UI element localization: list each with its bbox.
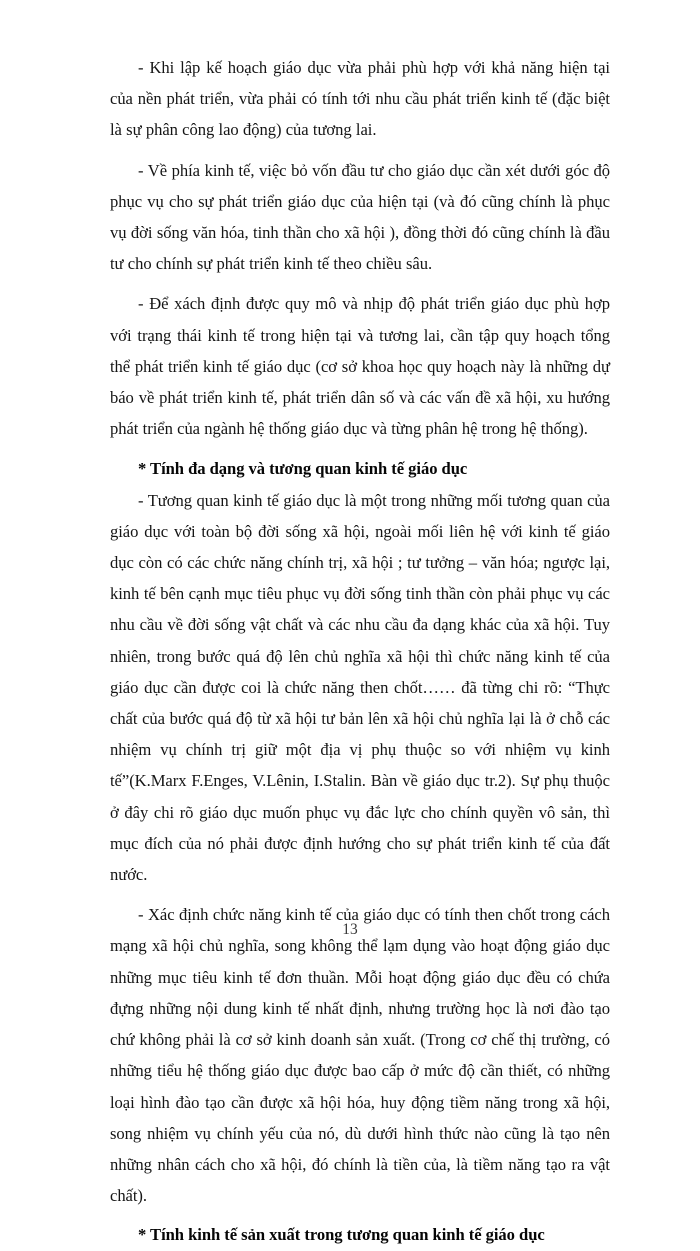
- paragraph-key-economic-function: - Xác định chức năng kinh tế của giáo dục có tính then chốt trong cách mạng xã hội chủ nghĩa, song không thể lạm dụng vào hoạt động giáo dục những mục tiêu kinh tế đơn thuần. Mỗi hoạt động giáo dục đều có chứa đựng những nội dung kinh tế nhất định, nhưng trường học là nơi đào tạo chứ không phải là cơ sở kinh doanh sản xuất. (Trong cơ chế thị trường, có những tiểu hệ thống giáo dục được bao cấp ở mức độ cần thiết, có những loại hình đào tạo cần được xã hội hóa, huy động tiềm năng trong xã hội, song nhiệm vụ chính yếu của nó, dù dưới hình thức nào cũng là tạo nên những nhân cách cho xã hội, đó chính là tiền của, là tiềm năng tạo ra vật chất).: [110, 905, 610, 1206]
- page-body-text: [110, 52, 610, 1251]
- paragraph-scale-and-pace: - Để xách định được quy mô và nhịp độ phát triển giáo dục phù hợp với trạng thái kinh tế trong hiện tại và tương lai, cần tập quy hoạch tổng thể phát triển kinh tế giáo dục (cơ sở khoa học quy hoạch này là những dự báo về phát triển kinh tế, phát triển dân số và các vấn đề xã hội, xu hướng phát triển của ngành hệ thống giáo dục và từng phân hệ trong hệ thống).: [110, 294, 610, 439]
- paragraph-correlation-body: - Tương quan kinh tế giáo dục là một trong những mối tương quan của giáo dục với toàn bộ đời sống xã hội, ngoài mối liên hệ với kinh tế giáo dục còn có các chức năng chính trị, xã hội ; tư tưởng – văn hóa; ngược lại, kinh tế bên cạnh mục tiêu phục vụ đời sống tinh thần còn phải phục vụ các nhu cầu về đời sống vật chất và các nhu cầu đa dạng khác của xã hội. Tuy nhiên, trong bước quá độ lên chủ nghĩa xã hội thì chức năng kinh tế của giáo dục cần được coi là chức năng then chốt…… đã từng chi rõ: “Thực chất của bước quá độ từ xã hội tư bản lên xã hội chủ nghĩa lại là ở chỗ các nhiệm vụ chính trị giữ một địa vị phụ thuộc so với nhiệm vụ kinh tế”(K.Marx F.Enges, V.Lênin, I.Stalin. Bàn về giáo dục tr.2). Sự phụ thuộc ở đây chi rõ giáo dục muốn phục vụ đắc lực cho chính quyền vô sản, thì mục đích của nó phải được định hướng cho sự phát triển kinh tế của đất nước.: [110, 490, 610, 885]
- paragraph-economic-investment: - Về phía kinh tế, việc bỏ vốn đầu tư cho giáo dục cần xét dưới góc độ phục vụ cho sự phát triển giáo dục của hiện tại (và đó cũng chính là phục vụ đời sống văn hóa, tinh thần cho xã hội ), đồng thời đó cũng chính là đầu tư cho chính sự phát triển kinh tế theo chiều sâu.: [110, 160, 610, 274]
- page-number: 13: [342, 921, 358, 938]
- heading-diversity-and-correlation: * Tính đa dạng và tương quan kinh tế giáo dục: [138, 459, 468, 479]
- heading-production-economics: * Tính kinh tế sản xuất trong tương quan kinh tế giáo dục: [138, 1225, 545, 1245]
- paragraph-planning-education: - Khi lập kế hoạch giáo dục vừa phải phù hợp với khả năng hiện tại của nền phát triển, vừa phải có tính tới nhu cầu phát triển kinh tế (đặc biệt là sự phân công lao động) của tương lai.: [110, 58, 610, 140]
